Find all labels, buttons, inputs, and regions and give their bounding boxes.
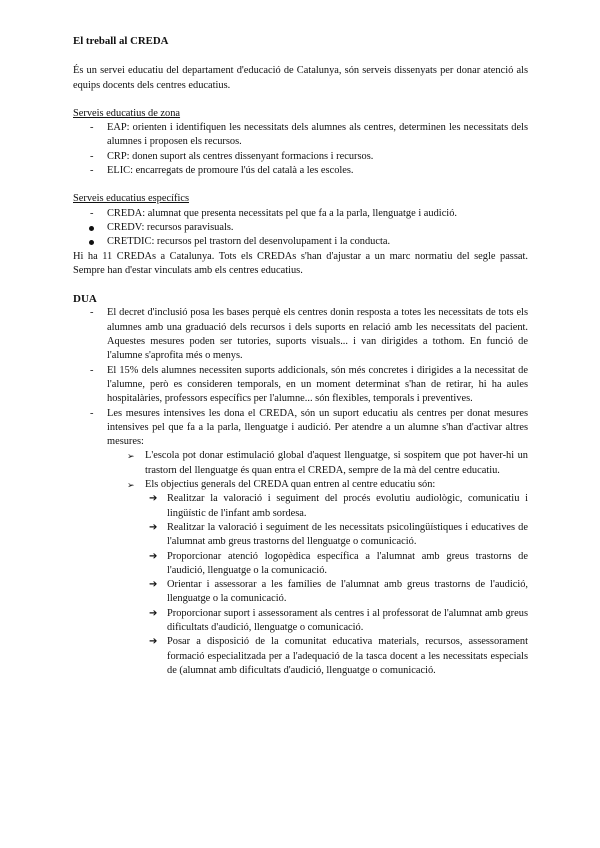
list-item: - El 15% dels alumnes necessiten suports addicionals, són més concretes i dirigides a la necessitat de l'alumne, però es consideren temporals, en un moment determinat s'han de retirar, hi ha aules hospitalàries, professors específics per l'alumne... són flexibles, temporals i preventives.: [90, 364, 528, 405]
list-item: ➢ L'escola pot donar estimulació global d'aquest llenguatge, si sospitem que pot haver-hi un trastorn del llenguatge és quan entra el CREDA, sempre de la mà del centre educatiu.: [127, 450, 528, 476]
dash-marker: -: [90, 364, 94, 376]
section-heading-especifics: Serveis educatius específics: [73, 193, 189, 205]
document-title: El treball al CREDA: [73, 35, 169, 47]
arrowhead-icon: ➢: [127, 451, 135, 462]
arrow-right-icon: ➔: [149, 607, 158, 619]
arrow-right-icon: ➔: [149, 550, 158, 562]
dua-heading: DUA: [73, 293, 97, 306]
arrow-right-icon: ➔: [149, 521, 158, 533]
list-item: ➔ Realitzar la valoració i seguiment de les necessitats psicolingüístiques i educatives de l'alumnat amb greus trastorns del llenguatge o comunicació.: [149, 521, 528, 548]
objectius-list: [149, 492, 528, 678]
list-item: - CREDA: alumnat que presenta necessitats pel que fa a la parla, llenguatge i audició.: [73, 207, 528, 221]
dash-marker: -: [90, 307, 94, 319]
list-item: CRETDIC: recursos pel trastorn del desenvolupament i la conducta.: [73, 235, 528, 249]
bullet-icon: [89, 240, 94, 245]
list-item: ➔ Realitzar la valoració i seguiment del procés evolutiu audiològic, comunicatiu i lingüístic de l'infant amb sordesa.: [149, 493, 528, 519]
dash-marker: -: [90, 207, 94, 219]
creda-count-paragraph: Hi ha 11 CREDAs a Catalunya. Tots els CREDAs s'han d'ajustar a un marc normatiu del segle passat. Sempre han d'estar vinculats amb els centres educatius.: [73, 250, 528, 276]
list-item: ➔ Proporcionar atenció logopèdica específica a l'alumnat amb greus trastorns de l'audició, llenguatge o la comunicació.: [149, 550, 528, 576]
dua-list: [73, 306, 528, 449]
arrow-right-icon: ➔: [149, 636, 158, 648]
list-item: - EAP: orienten i identifiquen les necessitats dels alumnes als centres, determinen les necessitats dels alumnes i proposen els recursos.: [90, 122, 528, 148]
section-heading-zona: Serveis educatius de zona: [73, 107, 181, 119]
list-item: - Les mesures intensives les dona el CREDA, són un suport educatiu als centres per donat mesures intensives pel que fa a la parla, llenguatge i audició. Per atendre a un alumne s'han d'activar altres mesures:: [90, 407, 528, 448]
list-item: ➔ Proporcionar suport i assessorament als centres i al professorat de l'alumnat amb greus dificultats d'audició, llenguatge o comunicació.: [149, 607, 528, 633]
dash-marker: -: [90, 150, 94, 162]
list-item: - ELIC: encarregats de promoure l'ús del català a les escoles.: [73, 164, 528, 178]
arrow-right-icon: ➔: [149, 579, 158, 591]
arrowhead-icon: ➢: [127, 480, 135, 491]
document-page: [73, 34, 528, 678]
dua-sublist: [127, 449, 528, 492]
dash-marker: -: [90, 407, 94, 419]
list-item: ➢ Els objectius generals del CREDA quan entren al centre educatiu són:: [145, 478, 528, 492]
list-item: - CRP: donen suport als centres dissenyant formacions i recursos.: [73, 150, 528, 164]
bullet-icon: [89, 226, 94, 231]
list-item: CREDV: recursos paravisuals.: [73, 221, 528, 235]
list-item: ➔ Orientar i assessorar a les famílies de l'alumnat amb greus trastorns de l'audició, llenguatge o la comunicació.: [149, 579, 528, 605]
list-item: - El decret d'inclusió posa les bases perquè els centres donin resposta a totes les necessitats de tots els alumnes amb una graduació dels recursos i dels suports en relació amb les necessitats del pacient. Aquestes mesures poden ser tutories, suports visuals... i van dirigides a tothom. En funció de l'alumne s'aprofita més o menys.: [90, 307, 528, 362]
list-item: ➔ Posar a disposició de la comunitat educativa materials, recursos, assessorament formació especialitzada per a l'adequació de la tasca docent a les necessitats especials de (alumnat amb dificultats d'audició, llenguatge o comunicació.: [149, 636, 528, 676]
especifics-list: [73, 207, 528, 250]
dash-marker: -: [90, 165, 94, 177]
intro-paragraph: És un servei educatiu del departament d'educació de Catalunya, són serveis dissenyats per donar atenció als equips docents dels centres educatius.: [73, 65, 528, 91]
arrow-right-icon: ➔: [149, 493, 158, 505]
dash-marker: -: [90, 122, 94, 134]
zona-list: [73, 121, 528, 178]
